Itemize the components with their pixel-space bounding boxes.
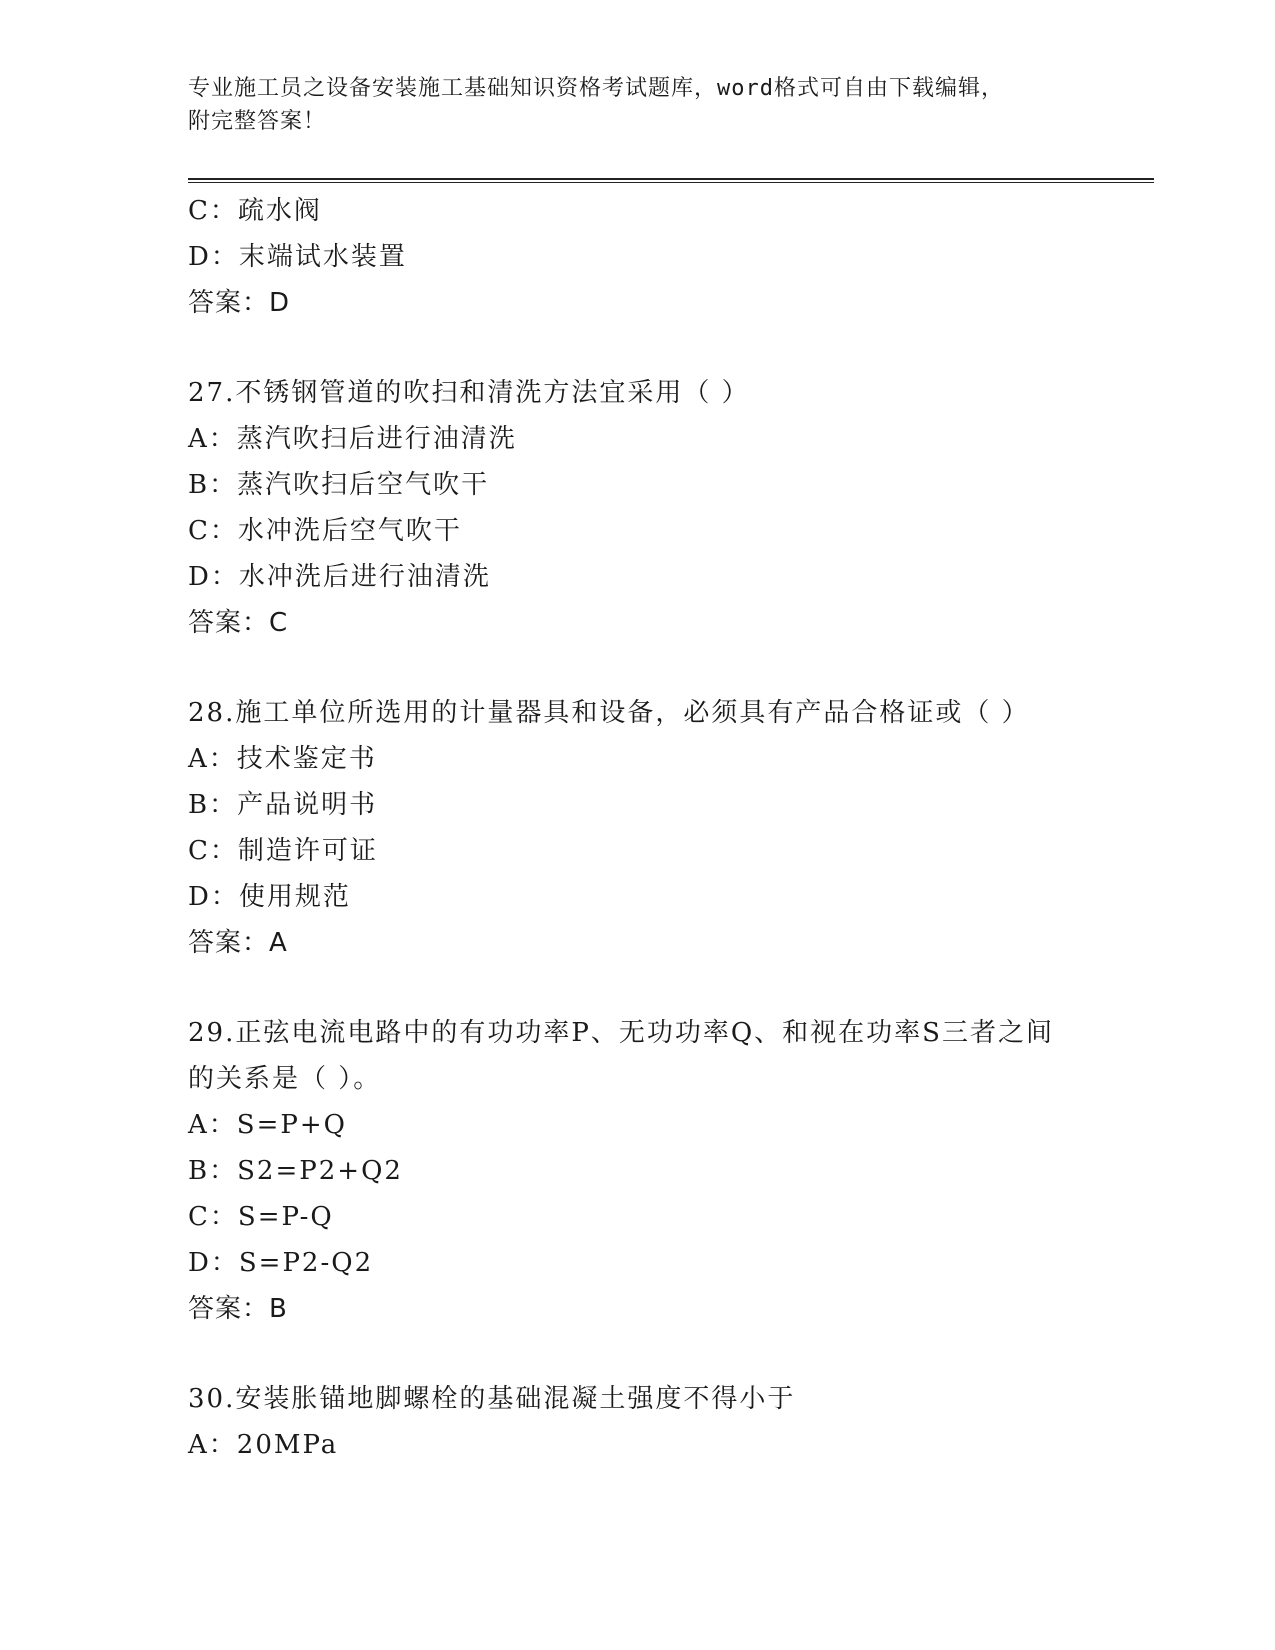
spacer: [188, 1332, 1088, 1376]
question-28: [188, 690, 1088, 966]
question-list: [188, 188, 1088, 1468]
header-line-1: 专业施工员之设备安装施工基础知识资格考试题库，word格式可自由下载编辑，: [188, 76, 1004, 101]
header-divider: [188, 178, 1154, 183]
option-b: B：S2=P2+Q2: [188, 1156, 403, 1186]
question-26-tail: [188, 188, 1088, 326]
option-d: D：末端试水装置: [188, 242, 407, 272]
answer: 答案：A: [188, 928, 288, 958]
answer: 答案：C: [188, 608, 289, 638]
option-a: A：蒸汽吹扫后进行油清洗: [188, 424, 517, 454]
document-header: [188, 72, 1068, 138]
question-stem: 27.不锈钢管道的吹扫和清洗方法宜采用（ ）: [188, 378, 750, 408]
spacer: [188, 966, 1088, 1010]
answer: 答案：B: [188, 1294, 288, 1324]
question-stem: 29.正弦电流电路中的有功功率P、无功功率Q、和视在功率S三者之间的关系是（ ）。: [188, 1018, 1054, 1094]
answer: 答案：D: [188, 288, 291, 318]
question-30: [188, 1376, 1088, 1468]
question-stem: 30.安装胀锚地脚螺栓的基础混凝土强度不得小于: [188, 1384, 796, 1414]
option-d: D：水冲洗后进行油清洗: [188, 562, 491, 592]
option-b: B：蒸汽吹扫后空气吹干: [188, 470, 490, 500]
option-a: A：S=P+Q: [188, 1110, 347, 1140]
spacer: [188, 326, 1088, 370]
option-d: D：使用规范: [188, 882, 351, 912]
header-line-2: 附完整答案！: [188, 109, 327, 134]
question-stem: 28.施工单位所选用的计量器具和设备，必须具有产品合格证或（ ）: [188, 698, 1030, 728]
question-29: [188, 1010, 1088, 1332]
option-c: C：制造许可证: [188, 836, 378, 866]
option-c: C：S=P-Q: [188, 1202, 334, 1232]
option-a: A：技术鉴定书: [188, 744, 377, 774]
option-d: D：S=P2-Q2: [188, 1248, 374, 1278]
option-c: C：水冲洗后空气吹干: [188, 516, 462, 546]
question-27: [188, 370, 1088, 646]
option-a: A：20MPa: [188, 1430, 339, 1460]
option-b: B：产品说明书: [188, 790, 378, 820]
spacer: [188, 646, 1088, 690]
option-c: C：疏水阀: [188, 196, 322, 226]
